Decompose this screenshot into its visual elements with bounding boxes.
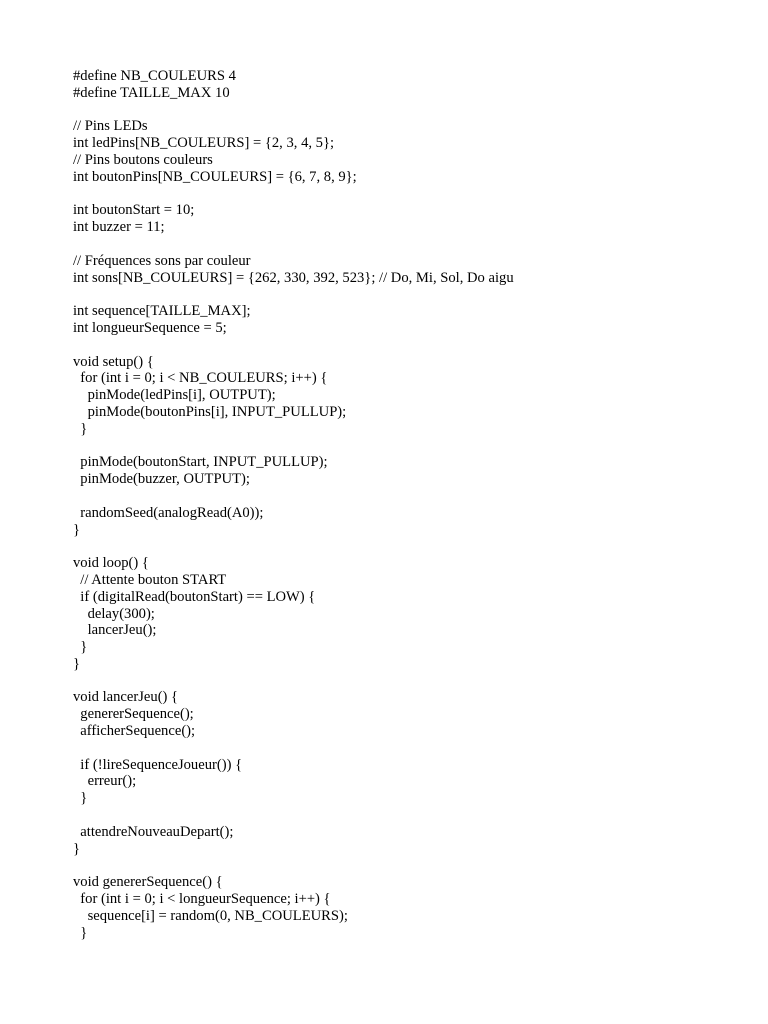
code-line: int boutonPins[NB_COULEURS] = {6, 7, 8, 9}; [73,168,357,185]
code-line: pinMode(ledPins[i], OUTPUT); [73,387,276,404]
code-line: // Fréquences sons par couleur [73,252,251,269]
code-line: afficherSequence(); [73,723,196,740]
code-line: } [73,924,88,941]
code-line: int ledPins[NB_COULEURS] = {2, 3, 4, 5}; [73,135,335,152]
blank-line [73,438,733,455]
blank-line [73,857,733,874]
code-line: void setup() { [73,353,154,370]
code-line: int sons[NB_COULEURS] = {262, 330, 392, 523}; // Do, Mi, Sol, Do aigu [73,269,514,286]
code-line: sequence[i] = random(0, NB_COULEURS); [73,907,348,924]
blank-line [73,488,733,505]
code-line: pinMode(boutonPins[i], INPUT_PULLUP); [73,403,347,420]
blank-line [73,337,733,354]
blank-line [73,186,733,203]
code-line: pinMode(boutonStart, INPUT_PULLUP); [73,454,328,471]
code-line: } [73,655,81,672]
code-line: void genererSequence() { [73,874,223,891]
code-line: lancerJeu(); [73,622,157,639]
blank-line [73,102,733,119]
code-line: // Attente bouton START [73,571,227,588]
code-line: for (int i = 0; i < NB_COULEURS; i++) { [73,370,328,387]
code-line: #define TAILLE_MAX 10 [73,84,230,101]
blank-line [73,236,733,253]
code-line: // Pins boutons couleurs [73,151,213,168]
code-line: if (digitalRead(boutonStart) == LOW) { [73,588,316,605]
code-line: // Pins LEDs [73,118,148,135]
code-line: } [73,840,81,857]
code-line: genererSequence(); [73,706,194,723]
code-line: randomSeed(analogRead(A0)); [73,504,264,521]
code-line: int buzzer = 11; [73,219,165,236]
blank-line [73,807,733,824]
code-line: erreur(); [73,773,137,790]
code-line: } [73,420,88,437]
code-line: int sequence[TAILLE_MAX]; [73,303,251,320]
code-line: if (!lireSequenceJoueur()) { [73,756,243,773]
code-line: delay(300); [73,605,155,622]
code-line: void lancerJeu() { [73,689,179,706]
code-line: } [73,521,81,538]
blank-line [73,740,733,757]
code-line: for (int i = 0; i < longueurSequence; i++) { [73,891,331,908]
code-line: void loop() { [73,555,149,572]
blank-line [73,286,733,303]
code-line: attendreNouveauDepart(); [73,823,234,840]
code-line: pinMode(buzzer, OUTPUT); [73,471,250,488]
code-line: } [73,639,88,656]
code-line: } [73,790,88,807]
code-line: int longueurSequence = 5; [73,319,227,336]
blank-line [73,538,733,555]
blank-line [73,673,733,690]
code-line: int boutonStart = 10; [73,202,195,219]
code-listing [73,68,733,941]
code-line: #define NB_COULEURS 4 [73,68,236,84]
